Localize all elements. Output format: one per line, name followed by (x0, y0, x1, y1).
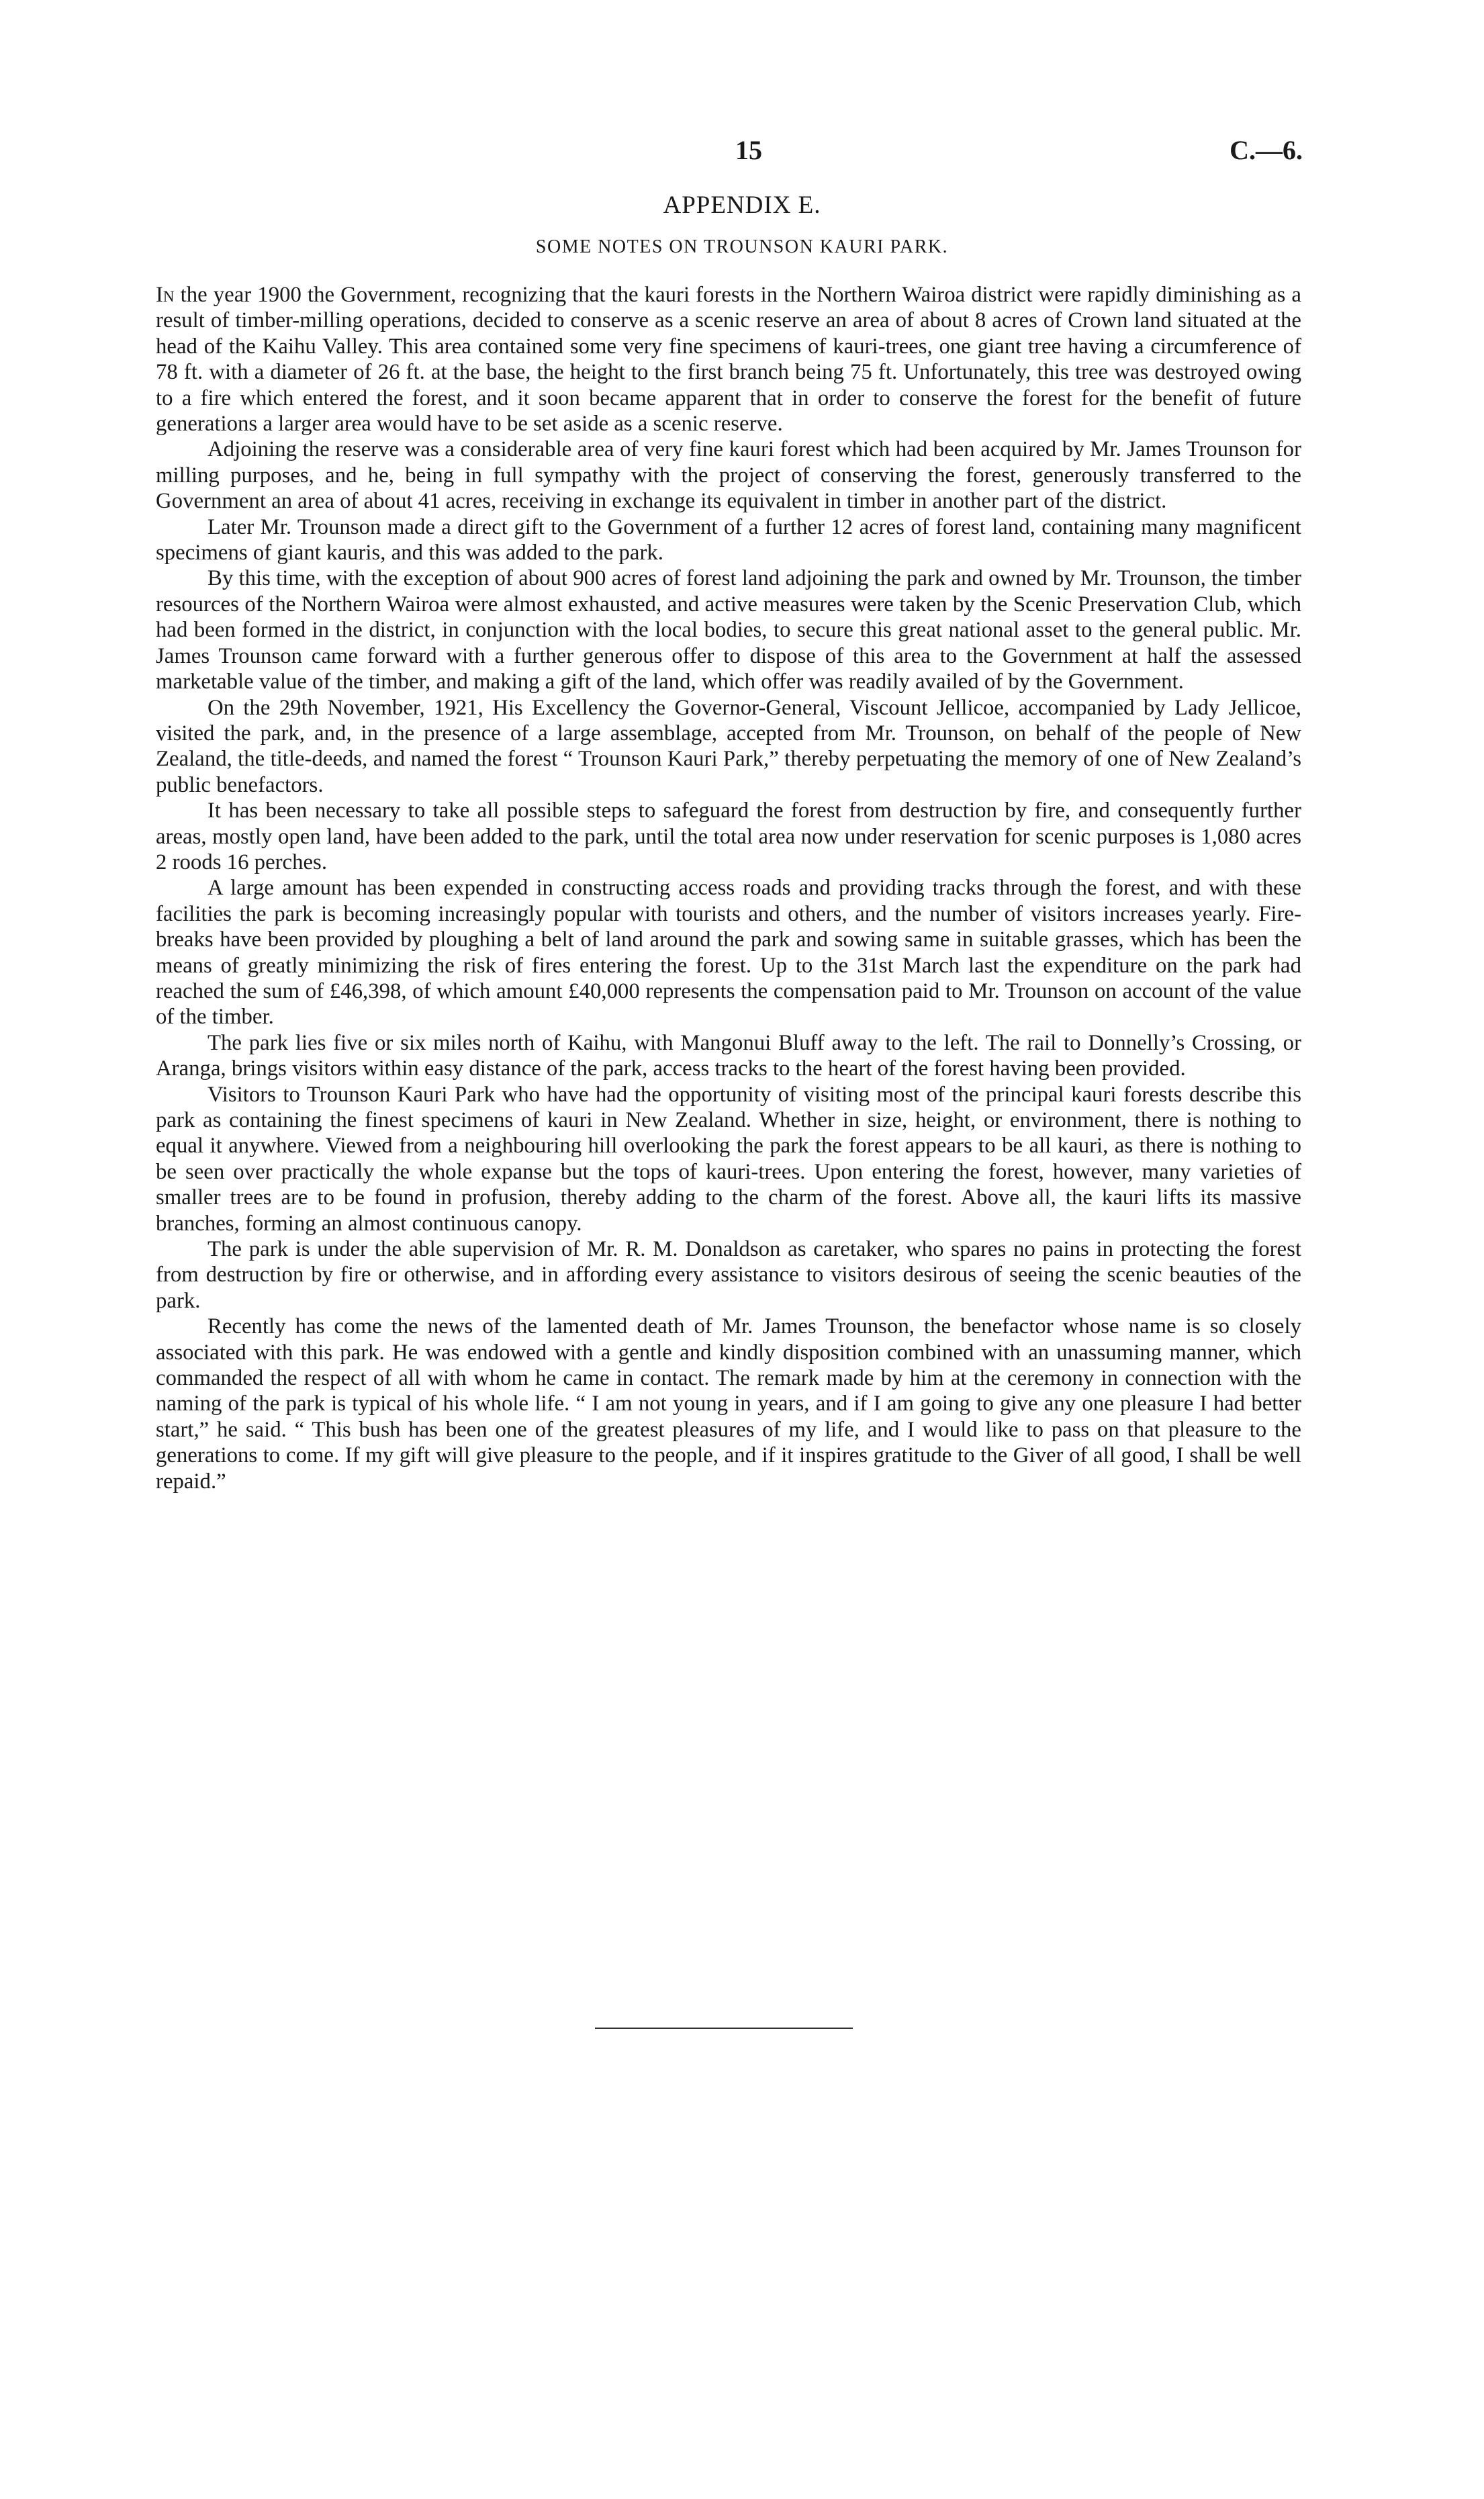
paragraph-1 (156, 282, 1301, 437)
appendix-subtitle: SOME NOTES ON TROUNSON KAURI PARK. (535, 236, 949, 257)
paragraph-9: Visitors to Trounson Kauri Park who have had the opportunity of visiting most of the principal kauri forests describe this park as containing the finest specimens of kauri in New Zealand. Whether in size, height, or environment, there is nothing to equal it anywhere. Viewed from a neighbouring hill overlooking the park the forest appears to be all kauri, as there is nothing to be seen over practically the whole expanse but the tops of kauri-trees. Upon entering the forest, however, many varieties of smaller trees are to be found in profusion, thereby adding to the charm of the forest. Above all, the kauri lifts its massive branches, forming an almost continuous canopy. (156, 1082, 1301, 1236)
paragraph-10: The park is under the able supervision of Mr. R. M. Donaldson as caretaker, who spares no pains in protecting the forest from destruction by fire or otherwise, and in affording every assistance to visitors desirous of seeing the scenic beauties of the park. (156, 1237, 1301, 1313)
article-body (156, 282, 1301, 1494)
paragraph-11: Recently has come the news of the lamented death of Mr. James Trounson, the benefactor whose name is so closely associated with this park. He was endowed with a gentle and kindly disposition combined with an unassuming manner, which commanded the respect of all with whom he came in contact. The remark made by him at the ceremony in connection with the naming of the park is typical of his whole life. “ I am not young in years, and if I am going to give any one pleasure I had better start,” he said. “ This bush has been one of the greatest pleasures of my life, and I would like to pass on that pleasure to the generations to come. If my gift will give pleasure to the people, and if it inspires gratitude to the Giver of all good, I shall be well repaid.” (156, 1314, 1301, 1494)
paragraph-2: Adjoining the reserve was a considerable area of very fine kauri forest which had been acquired by Mr. James Trounson for milling purposes, and he, being in full sympathy with the project of conserving the forest, generously transferred to the Government an area of about 41 acres, receiving in exchange its equivalent in timber in another part of the district. (156, 437, 1301, 514)
appendix-title: APPENDIX E. (663, 191, 821, 219)
paragraph-8: The park lies five or six miles north of Kaihu, with Mangonui Bluff away to the left. The rail to Donnelly’s Crossing, or Aranga, brings visitors within easy distance of the park, access tracks to the heart of the forest having been provided. (156, 1030, 1301, 1081)
paragraph-3: Later Mr. Trounson made a direct gift to the Government of a further 12 acres of forest land, containing many magnificent specimens of giant kauris, and this was added to the park. (156, 514, 1301, 565)
paragraph-1-text: the year 1900 the Government, recognizing that the kauri forests in the Northern Wairoa district were rapidly diminishing as a result of timber-milling operations, decided to conserve as a scenic reserve an area of about 8 acres of Crown land situated at the head of the Kaihu Valley. This area contained some very fine specimens of kauri-trees, one giant tree having a circumference of 78 ft. with a diameter of 26 ft. at the base, the height to the first branch being 75 ft. Unfortunately, this tree was destroyed owing to a fire which entered the forest, and it soon became apparent that in order to conserve the forest for the benefit of future generations a larger area would have to be set aside as a scenic reserve. (156, 283, 1301, 437)
paragraph-7: A large amount has been expended in constructing access roads and providing tracks through the forest, and with these facilities the park is becoming increasingly popular with tourists and others, and the number of visitors increases yearly. Fire-breaks have been provided by ploughing a belt of land around the park and sowing same in suitable grasses, which has been the means of greatly minimizing the risk of fires entering the forest. Up to the 31st March last the expenditure on the park had reached the sum of £46,398, of which amount £40,000 represents the compensation paid to Mr. Trounson on account of the value of the timber. (156, 876, 1301, 1030)
end-divider (595, 2028, 853, 2029)
opening-word: In (156, 283, 175, 307)
document-reference: C.—6. (1230, 135, 1303, 165)
page-number: 15 (735, 135, 762, 165)
paragraph-6: It has been necessary to take all possible steps to safeguard the forest from destruction by fire, and consequently further areas, mostly open land, have been added to the park, until the total area now under reservation for scenic purposes is 1,080 acres 2 roods 16 perches. (156, 799, 1301, 874)
paragraph-5: On the 29th November, 1921, His Excellency the Governor-General, Viscount Jellicoe, accompanied by Lady Jellicoe, visited the park, and, in the presence of a large assemblage, accepted from Mr. Trounson, on behalf of the people of New Zealand, the title-deeds, and named the forest “ Trounson Kauri Park,” thereby perpetuating the memory of one of New Zealand’s public benefactors. (156, 695, 1301, 797)
paragraph-4: By this time, with the exception of about 900 acres of forest land adjoining the park and owned by Mr. Trounson, the timber resources of the Northern Wairoa were almost exhausted, and active measures were taken by the Scenic Preservation Club, which had been formed in the district, in conjunction with the local bodies, to secure this great national asset to the general public. Mr. James Trounson came forward with a further generous offer to dispose of this area to the Government at half the assessed marketable value of the timber, and making a gift of the land, which offer was readily availed of by the Government. (156, 566, 1301, 694)
